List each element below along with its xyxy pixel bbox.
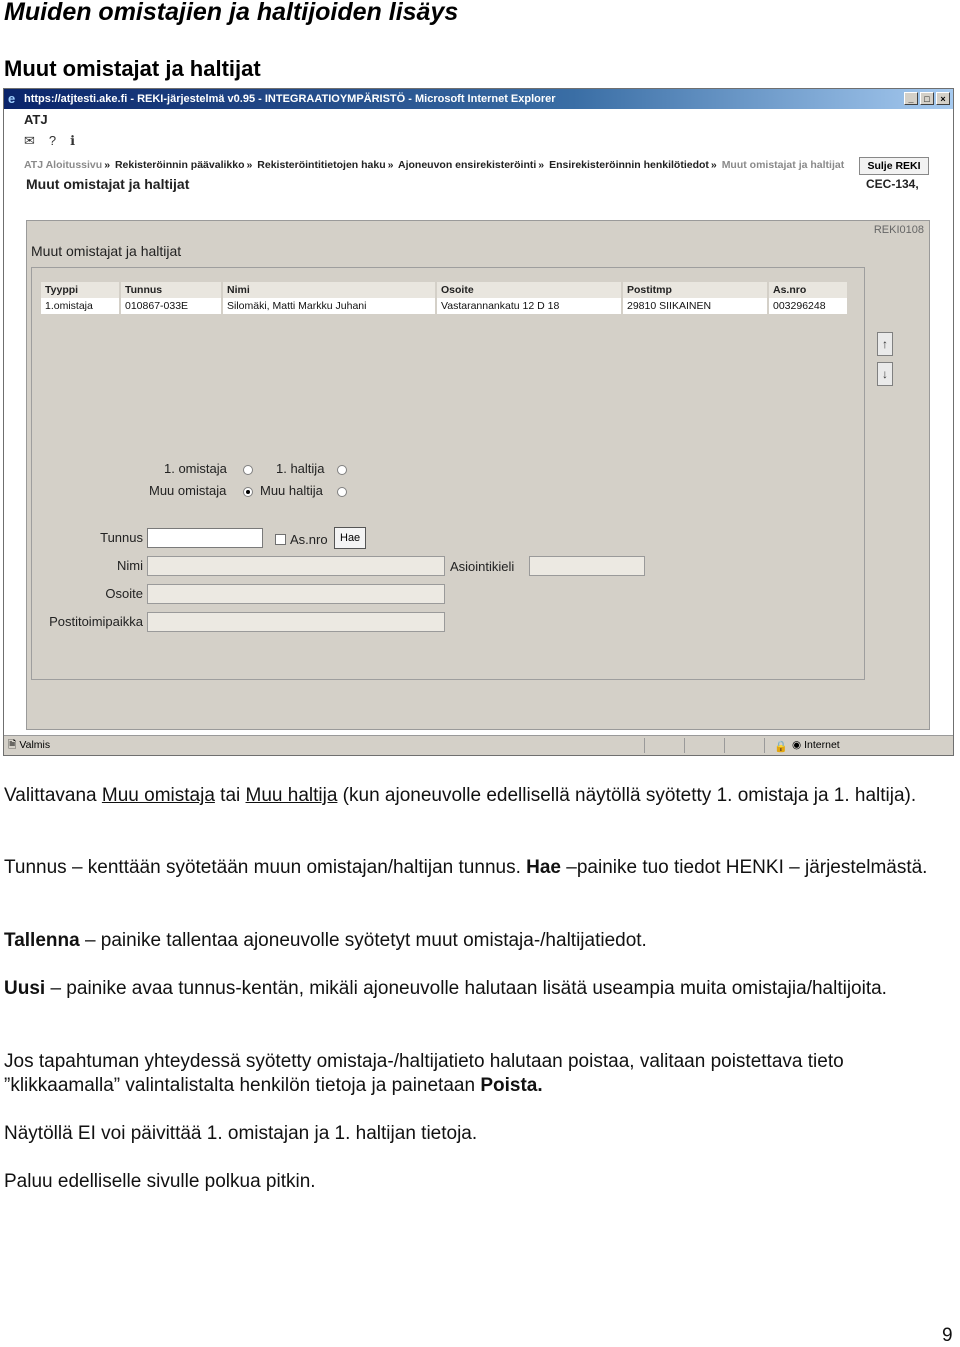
- security-zone: ◉ Internet: [792, 739, 840, 751]
- osoite-field: [147, 584, 445, 604]
- asiointikieli-field: [529, 556, 645, 576]
- table-cell: Silomäki, Matti Markku Juhani: [222, 298, 436, 314]
- nimi-label: Nimi: [117, 558, 143, 573]
- status-bar: [4, 735, 953, 755]
- radio-other-holder[interactable]: [337, 487, 347, 497]
- page-icon: 🗎: [8, 739, 17, 751]
- hae-button[interactable]: Hae: [334, 527, 366, 549]
- paragraph-tallenna: Tallenna – painike tallentaa ajoneuvolle syötetyt muut omistaja-/haltijatiedot.: [4, 930, 647, 951]
- radio-label-other-holder: Muu haltija: [260, 483, 323, 498]
- close-reki-button[interactable]: Sulje REKI: [859, 157, 929, 175]
- breadcrumb-item[interactable]: Ajoneuvon ensirekisteröinti: [398, 159, 537, 171]
- paragraph-note: Näytöllä EI voi päivittää 1. omistajan ja 1. haltijan tietoja.: [4, 1123, 478, 1144]
- table-cell: 29810 SIIKAINEN: [622, 298, 768, 314]
- column-header: Tunnus: [120, 282, 222, 298]
- registration-code: CEC-134,: [866, 177, 919, 191]
- tunnus-input[interactable]: [147, 528, 263, 548]
- move-up-button[interactable]: [877, 332, 893, 356]
- column-header: Nimi: [222, 282, 436, 298]
- radio-label-owner1: 1. omistaja: [164, 461, 227, 476]
- close-icon[interactable]: ×: [936, 92, 950, 105]
- paragraph-return: Paluu edelliselle sivulle polkua pitkin.: [4, 1171, 316, 1192]
- owners-table: [41, 282, 849, 314]
- maximize-icon[interactable]: □: [920, 92, 934, 105]
- asiointikieli-label: Asiointikieli: [450, 559, 515, 574]
- paragraph-tunnus: Tunnus – kenttään syötetään muun omistajan/haltijan tunnus. Hae –painike tuo tiedot HENKI – järjestelmästä.: [4, 857, 928, 878]
- globe-icon: ◉: [792, 739, 802, 751]
- form-code: REKI0108: [873, 224, 924, 236]
- paragraph-uusi: Uusi – painike avaa tunnus-kentän, mikäli ajoneuvolle halutaan lisätä useampia muita omistajia/haltijoita.: [4, 978, 887, 999]
- table-cell: 010867-033E: [120, 298, 222, 314]
- table-header-row: [41, 282, 848, 298]
- breadcrumb-item: Muut omistajat ja haltijat: [721, 159, 845, 171]
- breadcrumb-item[interactable]: Ensirekisteröinnin henkilötiedot: [549, 159, 709, 171]
- link-muu-omistaja: Muu omistaja: [101, 785, 215, 806]
- minimize-icon[interactable]: _: [904, 92, 918, 105]
- window-title: https://atjtesti.ake.fi - REKI-järjestelmä v0.95 - INTEGRAATIOYMPÄRISTÖ - Microsoft Internet Explorer: [24, 93, 556, 105]
- column-header: As.nro: [768, 282, 848, 298]
- help-icon[interactable]: ?: [48, 133, 57, 148]
- postitoimipaikka-field: [147, 612, 445, 632]
- column-header: Osoite: [436, 282, 622, 298]
- radio-holder1[interactable]: [337, 465, 347, 475]
- breadcrumb: ATJ Aloitussivu » Rekisteröinnin päävalikko » Rekisteröintitietojen haku » Ajoneuvon ensirekisteröinti » Ensirekisteröinnin henkilötiedot » Muut omistajat ja haltijat: [24, 159, 845, 171]
- app-header: [4, 109, 953, 213]
- page-number: 9: [942, 1325, 953, 1346]
- browser-window-screenshot: [3, 88, 954, 756]
- breadcrumb-item[interactable]: Rekisteröintitietojen haku: [257, 159, 386, 171]
- radio-label-other-owner: Muu omistaja: [149, 483, 227, 498]
- document-subheading: Muut omistajat ja haltijat: [4, 56, 261, 81]
- app-name: ATJ: [24, 112, 48, 127]
- document-heading: Muiden omistajien ja haltijoiden lisäys: [4, 0, 459, 26]
- table-cell: 1.omistaja: [41, 298, 120, 314]
- header-icons: [24, 133, 75, 149]
- section-title: Muut omistajat ja haltijat: [31, 243, 182, 259]
- link-muu-haltija: Muu haltija: [245, 785, 338, 806]
- table-cell: 003296248: [768, 298, 848, 314]
- status-text: 🗎 Valmis: [8, 739, 51, 751]
- mail-icon[interactable]: ✉: [24, 133, 35, 148]
- asnro-label: As.nro: [290, 532, 328, 547]
- info-icon[interactable]: ℹ: [70, 133, 76, 148]
- lock-icon: 🔒: [774, 741, 788, 753]
- app-area: [4, 109, 953, 735]
- column-header: Tyyppi: [41, 282, 120, 298]
- paragraph-poista: Jos tapahtuman yhteydessä syötetty omistaja-/haltijatieto halutaan poistaa, valitaan poistettava tieto ”klikkaamalla” valintalistalta henkilön tietoja ja painetaan Poista.: [4, 1051, 844, 1096]
- breadcrumb-item[interactable]: Rekisteröinnin päävalikko: [114, 159, 245, 171]
- arrow-up-icon: ↑: [882, 337, 888, 351]
- radio-owner1[interactable]: [243, 465, 253, 475]
- page-title: Muut omistajat ja haltijat: [26, 176, 190, 192]
- internet-explorer-icon: e: [8, 91, 16, 106]
- form-panel: [26, 220, 930, 730]
- column-header: Postitmp: [622, 282, 768, 298]
- tunnus-label: Tunnus: [100, 530, 143, 545]
- postitoimipaikka-label: Postitoimipaikka: [49, 614, 143, 629]
- radio-other-owner[interactable]: [243, 487, 253, 497]
- window-controls: [904, 92, 950, 105]
- window-titlebar: [4, 89, 953, 109]
- table-row[interactable]: [41, 298, 848, 314]
- asnro-checkbox[interactable]: [275, 534, 286, 545]
- table-cell: Vastarannankatu 12 D 18: [436, 298, 622, 314]
- move-down-button[interactable]: [877, 362, 893, 386]
- osoite-label: Osoite: [105, 586, 143, 601]
- radio-label-holder1: 1. haltija: [276, 461, 325, 476]
- breadcrumb-item[interactable]: ATJ Aloitussivu: [24, 159, 103, 171]
- paragraph-selection: Valittavana Muu omistaja tai Muu haltija (kun ajoneuvolle edellisellä näytöllä syötetty 1. omistaja ja 1. haltija).: [4, 785, 917, 806]
- nimi-field: [147, 556, 445, 576]
- arrow-down-icon: ↓: [882, 367, 888, 381]
